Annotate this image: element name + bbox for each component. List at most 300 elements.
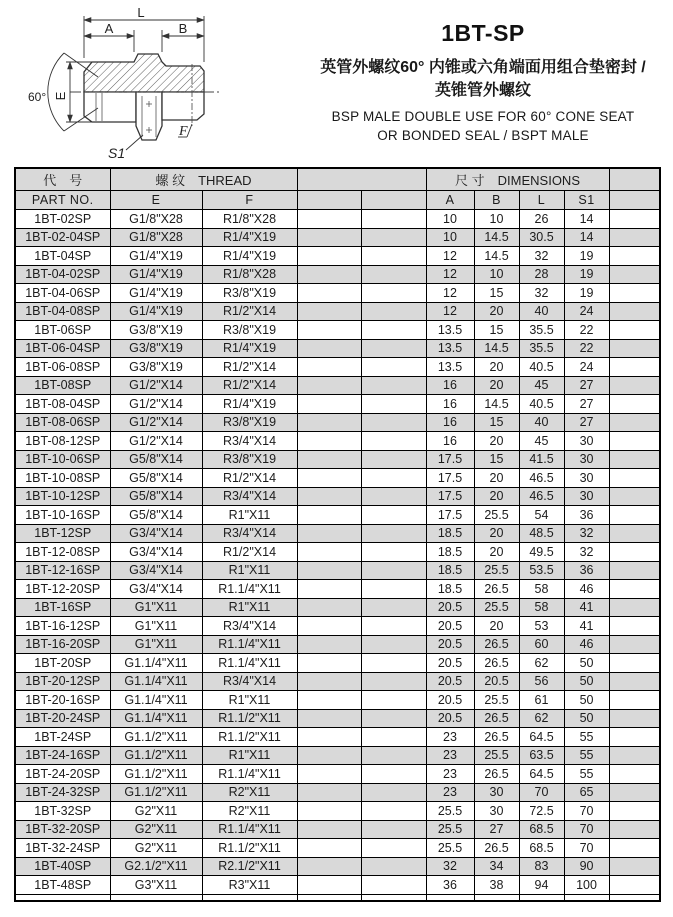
table-row [15,876,660,895]
cell-thread-f: R1/2"X14 [202,302,297,321]
cell-dim-b: 26.5 [474,635,519,654]
cell-empty-3 [609,709,660,728]
table-row [15,839,660,858]
cell-dim-b: 20 [474,617,519,636]
table-row [15,654,660,673]
cell-empty-1 [297,728,361,747]
cell-dim-a: 36 [426,876,474,895]
cell-thread-f: R1"X11 [202,561,297,580]
cell-empty-3 [609,876,660,895]
cell-dim-s1: 22 [564,321,609,340]
cell-dim-l: 46.5 [519,487,564,506]
cell-part-no: 1BT-32-24SP [15,839,110,858]
cell-dim-b: 20 [474,358,519,377]
table-row [15,395,660,414]
cell-dim-a: 10 [426,228,474,247]
cell-thread-e: G1.1/4"X11 [110,709,202,728]
cell-dim-b: 26.5 [474,728,519,747]
cell-dim-b: 26.5 [474,654,519,673]
cell-dim-a: 23 [426,728,474,747]
cell-dim-l: 40 [519,302,564,321]
cell-dim-l: 68.5 [519,820,564,839]
cell-dim-s1: 70 [564,820,609,839]
cell-empty-2 [361,469,426,488]
cell-dim-l: 35.5 [519,339,564,358]
cell-dim-a: 32 [426,857,474,876]
cell-part-no: 1BT-32SP [15,802,110,821]
cell-dim-b: 20 [474,469,519,488]
cell-empty-1 [297,413,361,432]
cell-dim-b: 15 [474,284,519,303]
cell-empty-3 [609,413,660,432]
cell-empty-2 [361,432,426,451]
cell-dim-l: 58 [519,580,564,599]
cell-thread-e: G1.1/2"X11 [110,728,202,747]
cell-empty-1 [297,302,361,321]
cell-dim-s1 [564,894,609,901]
cell-dim-l: 64.5 [519,728,564,747]
cell-empty-2 [361,635,426,654]
table-row [15,413,660,432]
cell-thread-f: R3/8"X19 [202,284,297,303]
cell-thread-f: R1.1/4"X11 [202,820,297,839]
cell-empty-1 [297,709,361,728]
cell-part-no: 1BT-06SP [15,321,110,340]
table-row [15,672,660,691]
cell-empty-2 [361,783,426,802]
cell-empty-2 [361,765,426,784]
cell-dim-b: 20 [474,432,519,451]
cell-part-no: 1BT-02-04SP [15,228,110,247]
cell-empty-3 [609,506,660,525]
table-row [15,228,660,247]
cell-thread-e: G2"X11 [110,802,202,821]
cell-dim-l: 53 [519,617,564,636]
cell-dim-s1: 90 [564,857,609,876]
cell-dim-a: 10 [426,210,474,229]
cell-dim-l: 30.5 [519,228,564,247]
cell-thread-e: G1/2"X14 [110,376,202,395]
cell-dim-l: 40 [519,413,564,432]
cell-dim-s1: 55 [564,765,609,784]
cell-thread-f: R1"X11 [202,506,297,525]
cell-part-no: 1BT-16-12SP [15,617,110,636]
cell-empty-3 [609,561,660,580]
cell-empty-1 [297,820,361,839]
cell-empty-3 [609,857,660,876]
cell-dim-s1: 65 [564,783,609,802]
cell-empty-2 [361,746,426,765]
cell-thread-e: G1/4"X19 [110,247,202,266]
cell-thread-f: R1/8"X28 [202,210,297,229]
cell-part-no: 1BT-08-04SP [15,395,110,414]
cell-empty-1 [297,543,361,562]
cell-thread-e: G1.1/2"X11 [110,783,202,802]
cell-dim-l: 62 [519,654,564,673]
cell-dim-s1: 24 [564,302,609,321]
cell-empty-2 [361,395,426,414]
cell-empty-2 [361,302,426,321]
cell-empty-3 [609,728,660,747]
cell-thread-f: R1/2"X14 [202,543,297,562]
cell-thread-f: R3/4"X14 [202,487,297,506]
cell-part-no: 1BT-16SP [15,598,110,617]
header-empty-3 [609,191,660,210]
cell-dim-l: 45 [519,376,564,395]
header-empty-2 [361,191,426,210]
cell-dim-b: 20 [474,302,519,321]
cell-thread-e: G5/8"X14 [110,487,202,506]
cell-dim-b: 20.5 [474,672,519,691]
cell-dim-b: 15 [474,413,519,432]
cell-dim-s1: 46 [564,580,609,599]
cell-thread-f: R1.1/4"X11 [202,635,297,654]
cell-dim-b: 38 [474,876,519,895]
cell-empty-1 [297,894,361,901]
cell-dim-s1: 19 [564,284,609,303]
dim-label-l: L [137,5,145,20]
cell-dim-s1: 36 [564,506,609,525]
cell-dim-b: 20 [474,543,519,562]
cell-thread-e: G5/8"X14 [110,469,202,488]
cell-dim-b [474,894,519,901]
cell-empty-2 [361,210,426,229]
table-row [15,709,660,728]
cell-dim-l: 54 [519,506,564,525]
cell-part-no: 1BT-04-08SP [15,302,110,321]
cell-empty-2 [361,321,426,340]
cell-dim-b: 25.5 [474,691,519,710]
cell-thread-e: G1/2"X14 [110,413,202,432]
cell-empty-3 [609,691,660,710]
cell-empty-2 [361,876,426,895]
cell-dim-s1: 27 [564,413,609,432]
cell-part-no: 1BT-10-12SP [15,487,110,506]
page-title: 1BT-SP [441,20,525,46]
dim-label-angle: 60° [28,90,47,104]
cell-empty-2 [361,857,426,876]
cell-part-no [15,894,110,901]
cell-dim-b: 10 [474,265,519,284]
cell-dim-a: 20.5 [426,617,474,636]
title-block [300,20,666,145]
table-row [15,728,660,747]
cell-thread-f: R3/8"X19 [202,450,297,469]
cell-dim-s1: 32 [564,543,609,562]
cell-empty-1 [297,802,361,821]
cell-dim-a: 25.5 [426,802,474,821]
cell-dim-a: 16 [426,432,474,451]
cell-dim-s1: 30 [564,487,609,506]
cell-thread-f: R3/8"X19 [202,413,297,432]
table-row [15,820,660,839]
cell-empty-3 [609,284,660,303]
cell-part-no: 1BT-08SP [15,376,110,395]
cell-dim-l: 63.5 [519,746,564,765]
cell-dim-b: 26.5 [474,839,519,858]
cell-dim-s1: 70 [564,839,609,858]
table-row [15,894,660,901]
cell-dim-a: 20.5 [426,598,474,617]
cell-thread-f: R1.1/2"X11 [202,728,297,747]
cell-dim-l: 32 [519,284,564,303]
cell-dim-l [519,894,564,901]
table-body [15,210,660,901]
cell-empty-1 [297,580,361,599]
cell-dim-a: 25.5 [426,820,474,839]
cell-part-no: 1BT-08-06SP [15,413,110,432]
cell-empty-3 [609,228,660,247]
header-empty-mid [297,168,426,191]
cell-part-no: 1BT-06-08SP [15,358,110,377]
cell-thread-f [202,894,297,901]
cell-dim-b: 14.5 [474,339,519,358]
subtitle-cn-line1: 英管外螺纹60° 内锥或六角端面用组合垫密封 / [320,59,646,76]
cell-dim-a: 18.5 [426,561,474,580]
cell-empty-2 [361,228,426,247]
cell-dim-a: 16 [426,413,474,432]
cell-empty-1 [297,635,361,654]
cell-thread-e: G3/4"X14 [110,561,202,580]
cell-part-no: 1BT-12SP [15,524,110,543]
header-col-a: A [426,191,474,210]
cell-thread-f: R1/4"X19 [202,247,297,266]
cell-thread-e: G1.1/4"X11 [110,691,202,710]
table-row [15,376,660,395]
cell-empty-2 [361,894,426,901]
cell-thread-e: G3/8"X19 [110,339,202,358]
cell-part-no: 1BT-24SP [15,728,110,747]
cell-dim-l: 45 [519,432,564,451]
cell-empty-1 [297,617,361,636]
cell-dim-a: 12 [426,265,474,284]
cell-thread-e: G1/2"X14 [110,395,202,414]
cell-empty-2 [361,524,426,543]
cell-empty-2 [361,358,426,377]
cell-empty-1 [297,598,361,617]
cell-thread-e [110,894,202,901]
cell-thread-e: G1/8"X28 [110,228,202,247]
cell-dim-b: 25.5 [474,506,519,525]
cell-dim-l: 48.5 [519,524,564,543]
table-row [15,506,660,525]
cell-part-no: 1BT-12-20SP [15,580,110,599]
cell-dim-s1: 30 [564,432,609,451]
cell-empty-1 [297,561,361,580]
cell-thread-e: G1"X11 [110,617,202,636]
cell-dim-l: 68.5 [519,839,564,858]
cell-empty-2 [361,450,426,469]
cell-dim-b: 20 [474,487,519,506]
table-row [15,802,660,821]
cell-thread-f: R1.1/4"X11 [202,580,297,599]
cell-part-no: 1BT-24-32SP [15,783,110,802]
cell-dim-b: 20 [474,524,519,543]
cell-thread-f: R1"X11 [202,691,297,710]
cell-dim-b: 20 [474,376,519,395]
cell-empty-3 [609,487,660,506]
cell-dim-s1: 22 [564,339,609,358]
table-row [15,783,660,802]
header-col-l: L [519,191,564,210]
cell-empty-2 [361,820,426,839]
table-row [15,358,660,377]
cell-empty-2 [361,247,426,266]
cell-empty-2 [361,654,426,673]
cell-thread-e: G1/4"X19 [110,302,202,321]
cell-thread-e: G1/4"X19 [110,284,202,303]
cell-empty-3 [609,321,660,340]
cell-dim-a: 12 [426,247,474,266]
cell-empty-3 [609,820,660,839]
cell-part-no: 1BT-16-20SP [15,635,110,654]
cell-empty-3 [609,654,660,673]
table-row [15,469,660,488]
header-col-f: F [202,191,297,210]
cell-dim-l: 60 [519,635,564,654]
cell-dim-a: 20.5 [426,709,474,728]
cell-dim-s1: 50 [564,654,609,673]
table-row [15,765,660,784]
cell-dim-l: 41.5 [519,450,564,469]
cell-empty-3 [609,543,660,562]
header-dimensions: 尺 寸 DIMENSIONS [426,168,609,191]
cell-thread-e: G2"X11 [110,839,202,858]
cell-empty-1 [297,654,361,673]
header-row-columns [15,191,660,210]
cell-empty-3 [609,469,660,488]
cell-empty-2 [361,709,426,728]
table-row [15,543,660,562]
cell-empty-3 [609,432,660,451]
cell-empty-2 [361,339,426,358]
cell-dim-a: 20.5 [426,691,474,710]
cell-thread-f: R1"X11 [202,746,297,765]
cell-dim-s1: 14 [564,210,609,229]
header-empty-right [609,168,660,191]
cell-part-no: 1BT-48SP [15,876,110,895]
cell-thread-f: R2"X11 [202,783,297,802]
cell-empty-1 [297,506,361,525]
cell-empty-3 [609,617,660,636]
cell-empty-1 [297,857,361,876]
cell-empty-1 [297,746,361,765]
cell-dim-s1: 32 [564,524,609,543]
cell-empty-3 [609,450,660,469]
cell-dim-b: 26.5 [474,765,519,784]
cell-thread-f: R3"X11 [202,876,297,895]
table-row [15,857,660,876]
cell-part-no: 1BT-20SP [15,654,110,673]
cell-thread-f: R1.1/2"X11 [202,839,297,858]
cell-dim-b: 30 [474,802,519,821]
cell-part-no: 1BT-12-08SP [15,543,110,562]
cell-thread-f: R1/2"X14 [202,469,297,488]
cell-empty-1 [297,376,361,395]
header-part-no-en: PART NO. [15,191,110,210]
cell-empty-3 [609,672,660,691]
cell-part-no: 1BT-04SP [15,247,110,266]
cell-part-no: 1BT-12-16SP [15,561,110,580]
cell-empty-1 [297,876,361,895]
cell-empty-3 [609,746,660,765]
cell-thread-f: R3/4"X14 [202,617,297,636]
cell-dim-s1: 50 [564,691,609,710]
cell-dim-s1: 55 [564,746,609,765]
cell-dim-l: 46.5 [519,469,564,488]
cell-thread-e: G3/4"X14 [110,580,202,599]
cell-dim-s1: 70 [564,802,609,821]
cell-part-no: 1BT-10-06SP [15,450,110,469]
cell-dim-a: 12 [426,284,474,303]
cell-dim-b: 14.5 [474,247,519,266]
cell-empty-1 [297,339,361,358]
cell-thread-f: R1/2"X14 [202,358,297,377]
cell-thread-e: G2"X11 [110,820,202,839]
table-row [15,265,660,284]
cell-part-no: 1BT-04-06SP [15,284,110,303]
cell-dim-s1: 19 [564,247,609,266]
dim-label-f: F [179,124,188,139]
table-row [15,284,660,303]
cell-thread-f: R1.1/4"X11 [202,765,297,784]
cell-dim-s1: 41 [564,598,609,617]
cell-thread-e: G1.1/4"X11 [110,654,202,673]
cell-part-no: 1BT-06-04SP [15,339,110,358]
cell-dim-a: 23 [426,783,474,802]
table-row [15,635,660,654]
cell-dim-s1: 19 [564,265,609,284]
cell-dim-a: 23 [426,765,474,784]
table-row [15,580,660,599]
cell-dim-l: 49.5 [519,543,564,562]
cell-dim-a: 20.5 [426,635,474,654]
cell-dim-l: 58 [519,598,564,617]
cell-empty-2 [361,284,426,303]
cell-empty-2 [361,543,426,562]
cell-thread-f: R3/4"X14 [202,432,297,451]
cell-part-no: 1BT-40SP [15,857,110,876]
cell-empty-1 [297,210,361,229]
cell-empty-3 [609,783,660,802]
cell-thread-e: G3/4"X14 [110,543,202,562]
cell-thread-f: R3/8"X19 [202,321,297,340]
cell-dim-s1: 30 [564,469,609,488]
cell-thread-e: G3/8"X19 [110,358,202,377]
cell-empty-2 [361,506,426,525]
cell-dim-l: 70 [519,783,564,802]
cell-empty-2 [361,487,426,506]
cell-dim-l: 26 [519,210,564,229]
cell-empty-2 [361,598,426,617]
cell-thread-f: R2"X11 [202,802,297,821]
table-row [15,746,660,765]
cell-empty-1 [297,450,361,469]
cell-dim-b: 25.5 [474,561,519,580]
cell-dim-b: 14.5 [474,228,519,247]
cell-empty-2 [361,413,426,432]
table-row [15,524,660,543]
header-empty-1 [297,191,361,210]
cell-dim-l: 56 [519,672,564,691]
cell-dim-b: 25.5 [474,598,519,617]
cell-dim-b: 15 [474,321,519,340]
cell-thread-e: G2.1/2"X11 [110,857,202,876]
cell-empty-2 [361,728,426,747]
cell-dim-l: 40.5 [519,395,564,414]
cell-dim-a: 25.5 [426,839,474,858]
cell-empty-2 [361,839,426,858]
